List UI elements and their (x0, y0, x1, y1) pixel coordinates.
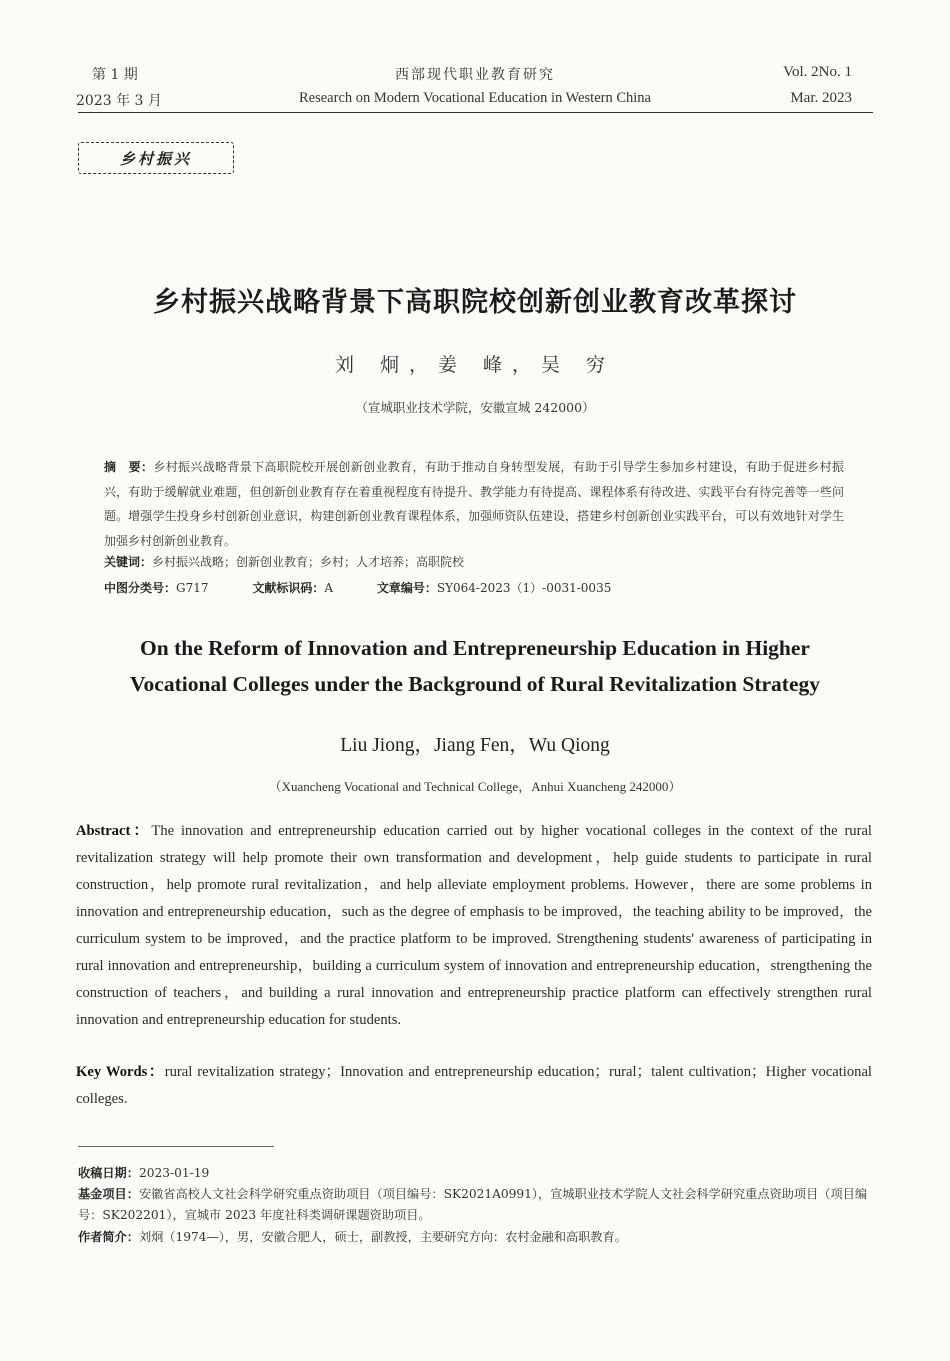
abstract-cn (104, 455, 844, 553)
author-bio-label: 作者简介： (78, 1230, 139, 1244)
abstract-cn-label: 摘 要： (104, 460, 154, 474)
section-tag: 乡村振兴 (78, 142, 234, 174)
clc-value: G717 (176, 581, 209, 595)
doc-code-label: 文献标识码： (252, 581, 325, 595)
authors-en: Liu Jiong，Jiang Fen，Wu Qiong (340, 735, 610, 756)
footnote-rule (78, 1146, 274, 1147)
abstract-en: Abstract：The innovation and entrepreneurship education carried out by higher vocational colleges in the context of the rural revitalization strategy will help promote their own transformation and development，help guide students to participate in rural construction，help promote rural revitalization，and help alleviate employment problems. However，there are some problems in innovation and entrepreneurship education，such as the degree of emphasis to be improved，the teaching ability to be improved，the curriculum system to be improved，and the practice platform to be improved. Strengthening students' awareness of participating in rural innovation and entrepreneurship，building a curriculum system of innovation and entrepreneurship education，strengthening the construction of teachers，and building a rural innovation and entrepreneurship practice platform can effectively strengthen rural innovation and entrepreneurship education for students. (76, 823, 872, 1028)
clc-item (104, 581, 209, 595)
doc-code-value: A (324, 581, 334, 595)
keywords-cn (104, 553, 844, 570)
keywords-cn-label: 关键词： (104, 555, 153, 569)
issue-number: 第 1 期 (92, 67, 138, 83)
fund-label: 基金项目： (78, 1187, 139, 1201)
fund-value: 安徽省高校人文社会科学研究重点资助项目（项目编号：SK2021A0991），宣城职业技术学院人文社会科学研究重点资助项目（项目编号：SK202201），宣城市 2023 年度社科类调研课题资助项目。 (78, 1187, 868, 1222)
footnote-author (78, 1227, 874, 1248)
doc-code-item (252, 581, 333, 595)
article-number-item (377, 581, 611, 595)
keywords-en: Key Words：rural revitalization strategy；Innovation and entrepreneurship education；rural；talent cultivation；Higher vocational colleges. (76, 1064, 872, 1107)
title-en-line1: On the Reform of Innovation and Entrepreneurship Education in Higher (140, 636, 810, 660)
author-bio-value: 刘炯（1974—），男，安徽合肥人，硕士，副教授，主要研究方向：农村金融和高职教育。 (138, 1230, 627, 1244)
article-number-value: SY064-2023（1）-0031-0035 (436, 581, 612, 595)
keywords-cn-text: 乡村振兴战略；创新创业教育；乡村；人才培养；高职院校 (152, 555, 465, 569)
classification-row (104, 579, 844, 596)
keywords-en-text: rural revitalization strategy；Innovation and entrepreneurship education；rural；talent cultivation；Higher vocational colleges. (76, 1064, 872, 1107)
journal-title-cn: 西部现代职业教育研究 (395, 67, 555, 83)
issue-date-cn: 2023 年 3 月 (76, 93, 162, 109)
header-rule (78, 112, 873, 113)
article-number-label: 文章编号： (376, 581, 437, 595)
affiliation-cn: （宣城职业技术学院，安徽宣城 242000） (355, 400, 595, 415)
footnote-fund (78, 1184, 874, 1226)
clc-label: 中图分类号： (104, 581, 177, 595)
issue-date-en: Mar. 2023 (790, 90, 852, 106)
abstract-en-text: The innovation and entrepreneurship education carried out by higher vocational colleges in the context of the rural revitalization strategy will help promote their own transformation and development，help guide students to participate in rural construction，help promote rural revitalization，and help alleviate employment problems. However，there are some problems in innovation and entrepreneurship education，such as the degree of emphasis to be improved，the teaching ability to be improved，the curriculum system to be improved，and the practice platform to be improved. Strengthening students' awareness of participating in rural innovation and entrepreneurship，building a curriculum system of innovation and entrepreneurship education，strengthening the construction of teachers，and building a rural innovation and entrepreneurship practice platform can effectively strengthen rural innovation and entrepreneurship education for students. (76, 823, 872, 1028)
journal-title-en: Research on Modern Vocational Education in Western China (299, 90, 651, 106)
title-en-line2: Vocational Colleges under the Background of Rural Revitalization Strategy (130, 672, 820, 696)
affiliation-en: （Xuancheng Vocational and Technical College，Anhui Xuancheng 242000） (268, 779, 682, 794)
abstract-cn-text: 乡村振兴战略背景下高职院校开展创新创业教育，有助于推动自身转型发展，有助于引导学生参加乡村建设，有助于促进乡村振兴，有助于缓解就业难题，但创新创业教育存在着重视程度有待提升、教学能力有待提高、课程体系有待改进、实践平台有待完善等一些问题。增强学生投身乡村创新创业意识，构建创新创业教育课程体系，加强师资队伍建设，搭建乡村创新创业实践平台，可以有效地针对学生加强乡村创新创业教育。 (104, 460, 844, 548)
volume-number: Vol. 2No. 1 (783, 64, 852, 80)
received-label: 收稿日期： (78, 1166, 139, 1180)
article-title-cn: 乡村振兴战略背景下高职院校创新创业教育改革探讨 (153, 287, 797, 318)
keywords-en-label: Key Words (76, 1064, 148, 1080)
article-title-en (0, 630, 950, 702)
received-value: 2023-01-19 (138, 1166, 210, 1180)
authors-cn: 刘 炯，姜 峰，吴 穷 (334, 354, 616, 376)
footnote-received (78, 1163, 874, 1184)
abstract-en-label: Abstract (76, 823, 131, 839)
